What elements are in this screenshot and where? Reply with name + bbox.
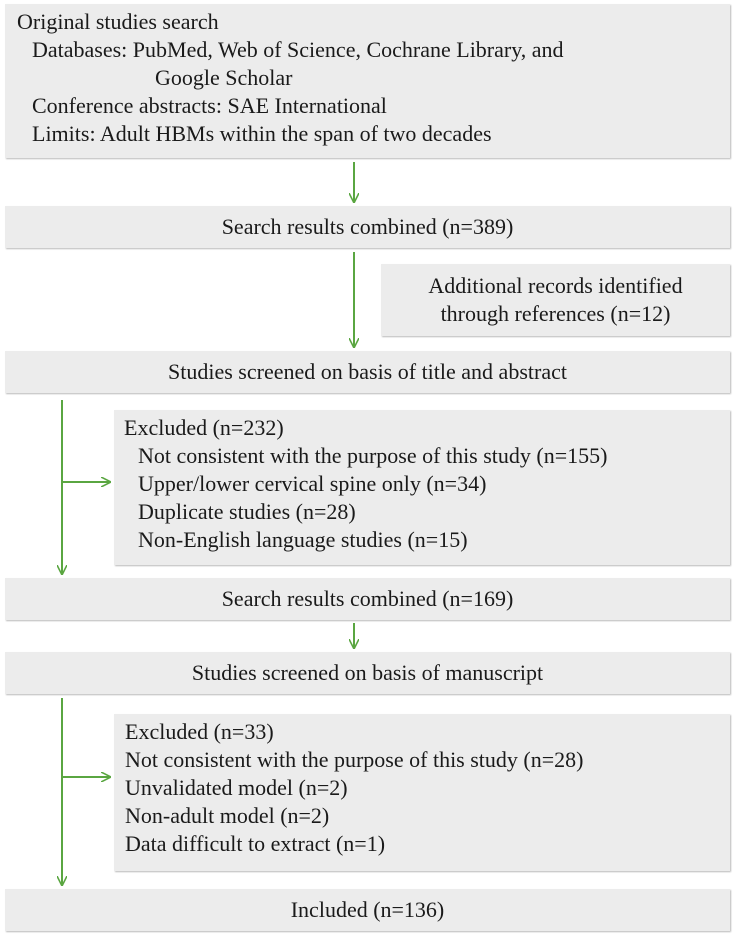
excluded-2-item: Non-adult model (n=2) [125, 803, 330, 828]
search-databases-cont: Google Scholar [155, 65, 293, 90]
included-text: Included (n=136) [290, 897, 445, 922]
search-limits: Limits: Adult HBMs within the span of two decades [32, 121, 492, 146]
combined-results-text-1: Search results combined (n=389) [221, 214, 514, 239]
excluded-2-item: Data difficult to extract (n=1) [125, 831, 386, 856]
excluded-2-title: Excluded (n=33) [125, 719, 274, 744]
excluded-1-item: Non-English language studies (n=15) [138, 527, 468, 552]
additional-records-line-2: through references (n=12) [440, 301, 671, 326]
search-databases: Databases: PubMed, Web of Science, Cochrane Library, and [32, 37, 564, 62]
excluded-1-item: Not consistent with the purpose of this study (n=155) [138, 443, 608, 468]
search-title: Original studies search [17, 9, 219, 34]
search-conference: Conference abstracts: SAE International [32, 93, 387, 118]
excluded-1-item: Upper/lower cervical spine only (n=34) [138, 471, 487, 496]
screened-manuscript-text: Studies screened on basis of manuscript [191, 660, 544, 685]
excluded-1-title: Excluded (n=232) [124, 415, 284, 440]
combined-results-text-2: Search results combined (n=169) [221, 586, 514, 611]
excluded-2-item: Unvalidated model (n=2) [125, 775, 348, 800]
additional-records-line-1: Additional records identified [428, 273, 683, 298]
excluded-2-item: Not consistent with the purpose of this study (n=28) [125, 747, 584, 772]
screened-title-abstract-text: Studies screened on basis of title and abstract [168, 359, 567, 384]
excluded-1-item: Duplicate studies (n=28) [138, 499, 356, 524]
